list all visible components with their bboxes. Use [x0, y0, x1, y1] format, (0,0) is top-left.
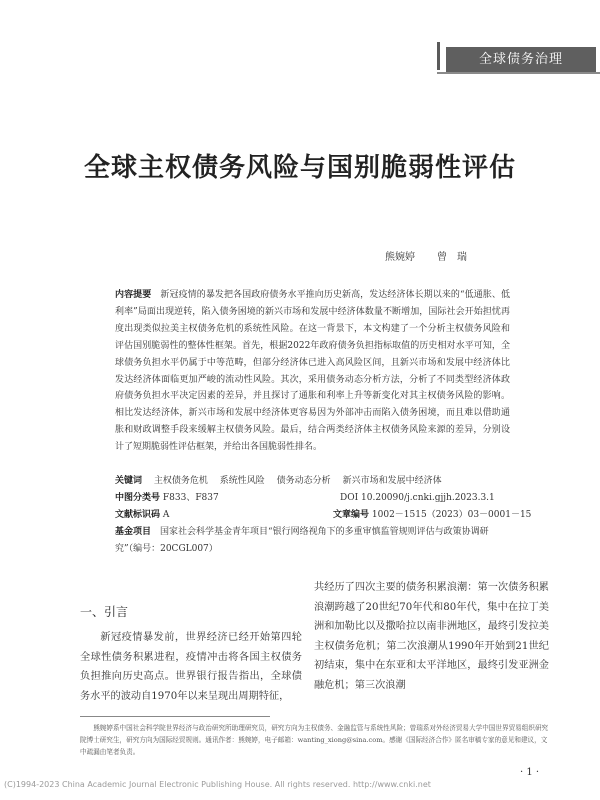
copyright-footer: (C)1994-2023 China Academic Journal Electronic Publishing House. All rights reserved. http://www.cnki.net — [4, 780, 431, 789]
article-number — [333, 507, 531, 524]
keywords-line — [115, 473, 510, 490]
keyword-item: 新兴市场和发展中经济体 — [342, 476, 442, 486]
abstract-text: 新冠疫情的暴发把各国政府债务水平推向历史新高，发达经济体长期以来的“低通胀、低利率”局面出现逆转，陷入债务困境的新兴市场和发展中经济体数量不断增加，国际社会开始担忧再度出现类似拉美主权债务危机的系统性风险。在这一背景下，本文构建了一个分析主权债务风险和评估国别脆弱性的整体性框架。首先，根据2022年政府债务负担指标取值的历史相对水平可知，全球债务负担水平仍属于中等范畴，但部分经济体已进入高风险区间，且新兴市场和发展中经济体比发达经济体面临更加严峻的流动性风险。其次，采用债务动态分析方法，分析了不同类型经济体政府债务负担水平决定因素的差异，并且探讨了通胀和利率上升等新变化对其主权债务风险的影响。相比发达经济体，新兴市场和发展中经济体更容易因为外部冲击而陷入债务困境，而且难以借助通胀和财政调整手段来缓解主权债务风险。最后，结合两类经济体主权债务风险来源的差异，分别设计了短期脆弱性评估框架，并给出各国脆弱性排名。 — [115, 290, 510, 453]
footnote-rule — [80, 716, 270, 717]
doi-label: DOI — [340, 493, 359, 503]
body-paragraph: 共经历了四次主要的债务积累浪潮：第一次债务积累浪潮跨越了20世纪70年代和80年代，集中在拉丁美洲和加勒比以及撒哈拉以南非洲地区，最终引发拉美主权债务危机；第二次浪潮从1990年开始到21世纪初结束，集中在东亚和太平洋地区，最终引发亚洲金融危机；第三次浪潮 — [314, 582, 549, 691]
body-right-column — [314, 578, 549, 696]
page-number: · 1 · — [520, 767, 540, 778]
article-number-value: 1002－1515（2023）03－0001－15 — [371, 510, 532, 520]
column-tag: 全球债务治理 — [446, 47, 596, 72]
document-code-value: A — [162, 510, 170, 520]
doi-value: 10.20090/j.cnki.gjjh.2023.3.1 — [361, 493, 495, 503]
classification-value: F833、F837 — [162, 493, 219, 503]
section-heading: 一、引言 — [80, 605, 129, 619]
keyword-item: 主权债务危机 — [153, 476, 208, 486]
keyword-item: 债务动态分析 — [276, 476, 331, 486]
author-1: 熊婉婷 — [385, 252, 415, 263]
abstract — [115, 287, 510, 456]
document-code-line — [115, 507, 532, 524]
author-2: 曾 瑞 — [437, 252, 467, 263]
fund-label: 基金项目 — [115, 527, 152, 537]
keyword-item: 系统性风险 — [219, 476, 265, 486]
fund-info — [115, 524, 510, 558]
header-rule-left — [437, 42, 440, 70]
body-left-column — [80, 628, 302, 706]
body-paragraph: 新冠疫情暴发前，世界经济已经开始第四轮全球性债务积累进程，疫情冲击将各国主权债务负担推向历史高点。世界银行报告指出，全球债务水平的波动自1970年以来呈现出周期特征， — [80, 632, 302, 702]
fund-text: 国家社会科学基金青年项目“银行网络视角下的多重审慎监管规则评估与政策协调研究”（编号：20CGL007） — [115, 527, 489, 554]
document-code-label: 文献标识码 — [115, 510, 161, 520]
footnote: 熊婉婷系中国社会科学院世界经济与政治研究所助理研究员，研究方向为主权债务、金融监管与系统性风险；曾瑞系对外经济贸易大学中国世界贸易组织研究院博士研究生，研究方向为国际经贸规则。通讯作者：熊婉婷，电子邮箱：wanting_xiong@sina.com。感谢《国际经济合作》匿名审稿专家的意见和建议，文中疏漏由笔者负责。 — [80, 724, 549, 756]
author-line — [385, 248, 467, 263]
article-title: 全球主权债务风险与国别脆弱性评估 — [83, 153, 516, 183]
classification-label: 中图分类号 — [115, 493, 161, 503]
classification-line — [115, 490, 510, 507]
header-rule-bottom — [437, 72, 600, 74]
article-number-label: 文章编号 — [333, 510, 370, 520]
abstract-label: 内容提要 — [115, 290, 152, 300]
doi — [340, 490, 495, 507]
keywords-label: 关键词 — [115, 476, 143, 486]
